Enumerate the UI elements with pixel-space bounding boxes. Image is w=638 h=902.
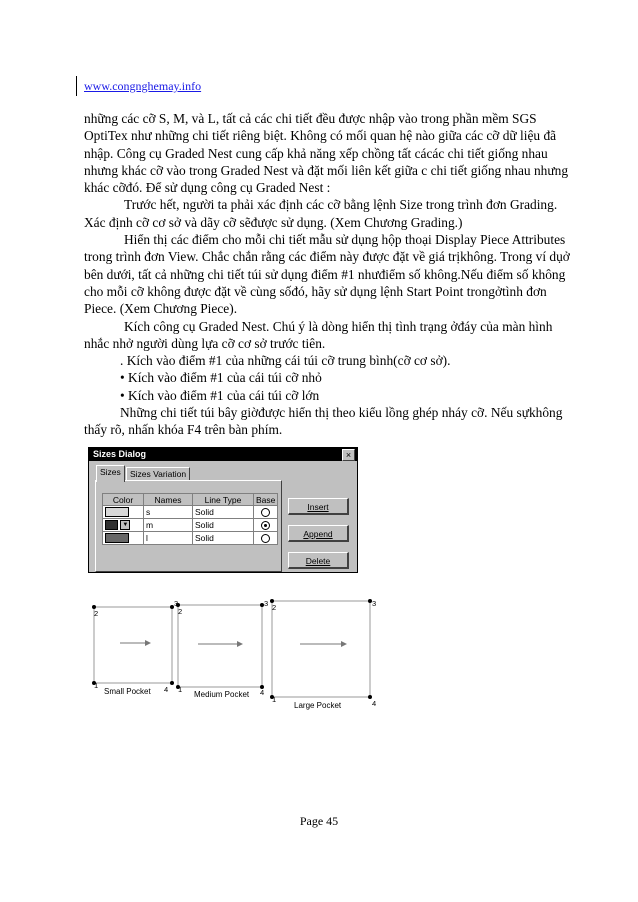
close-icon[interactable]: ×	[342, 449, 355, 461]
line-type[interactable]: Solid	[193, 532, 254, 545]
table-row[interactable]	[103, 506, 278, 519]
color-cell[interactable]	[103, 519, 144, 532]
paragraph-intro: những các cỡ S, M, và L, tất cả các chi tiết đều được nhập vào trong phần mềm SGS OptiTex như những chi tiết riêng biệt. Không có mối quan hệ nào giữa các cỡ dữ liệu đã nhập. Công cụ Graded Nest cung cấp khả năng xếp chồng tất cácác chi tiết giống nhau nhưng khác cỡ vào trong Graded Nest và đặt mối liên kết giữa c chi tiết giống nhau nhưng khác cỡđó. Để sử dụng công cụ Graded Nest :	[84, 111, 569, 196]
large-pocket-label: Large Pocket	[294, 701, 342, 710]
column-base: Base	[254, 494, 278, 506]
chevron-down-icon[interactable]: ▼	[120, 520, 130, 530]
body-text	[84, 110, 576, 439]
tab-sizes[interactable]: Sizes	[96, 465, 125, 482]
medium-pocket	[176, 603, 264, 689]
point-number: 2	[272, 603, 277, 612]
size-name[interactable]: m	[144, 519, 193, 532]
color-swatch[interactable]	[105, 520, 118, 530]
paragraph-result: Những chi tiết túi bây giờđược hiển thị theo kiểu lồng ghép nháy cỡ. Nếu sựkhông thấy rõ, nhấn khóa F4 trên bàn phím.	[84, 405, 563, 438]
column-color: Color	[103, 494, 144, 506]
base-radio[interactable]	[261, 534, 270, 543]
pocket-figure	[80, 595, 400, 715]
base-radio[interactable]	[261, 521, 270, 530]
column-line-type: Line Type	[193, 494, 254, 506]
sizes-dialog	[88, 447, 358, 573]
base-radio[interactable]	[261, 508, 270, 517]
paragraph-define-sizes: Trước hết, người ta phải xác định các cỡ bằng lệnh Size trong trình đơn Grading. Xác định cỡ cơ sở và dãy cỡ sẽđược sử dụng. (Xem Chương Grading.)	[84, 197, 558, 230]
line-type[interactable]: Solid	[193, 506, 254, 519]
line-type[interactable]: Solid	[193, 519, 254, 532]
paragraph-graded-nest-tool: Kích công cụ Graded Nest. Chú ý là dòng hiển thị tình trạng ởđáy của màn hình nhắc nhở người dùng lựa cỡ cơ sở trước tiên.	[84, 318, 553, 351]
sizes-table	[102, 493, 278, 545]
table-row[interactable]	[103, 519, 278, 532]
color-cell[interactable]	[103, 532, 144, 545]
small-pocket-label: Small Pocket	[104, 687, 151, 696]
website-link[interactable]: www.congnghemay.info	[84, 79, 202, 93]
dialog-title: Sizes Dialog	[89, 448, 357, 461]
point-number: 3	[372, 599, 377, 608]
paragraph-display-points: Hiển thị các điểm cho mỗi chi tiết mẫu sử dụng hộp thoại Display Piece Attributes trong trình đơn View. Chắc chắn rằng các điểm này được đặt về giá trịkhông. Trong ví dụở bên dưới, tất cả những chi tiết túi sử dụng điểm #1 nhưđiểm số không.Nếu điểm số không cho mỗi cỡ không được đặt về cùng sốđó, hãy sử dụng lệnh Start Point trongởtình đơn Piece. (Xem Chương Piece).	[84, 232, 570, 317]
point-number: 4	[260, 688, 265, 697]
color-swatch[interactable]	[105, 507, 129, 517]
point-number: 2	[178, 607, 183, 616]
size-name[interactable]: l	[144, 532, 193, 545]
point-number: 1	[272, 695, 277, 704]
table-row[interactable]	[103, 532, 278, 545]
header-rule	[76, 76, 77, 96]
point-number: 1	[178, 685, 183, 694]
page-number: Page 45	[299, 814, 339, 828]
base-cell[interactable]	[254, 506, 278, 519]
size-name[interactable]: s	[144, 506, 193, 519]
medium-pocket-label: Medium Pocket	[194, 690, 250, 699]
small-pocket	[92, 605, 174, 685]
large-pocket	[270, 599, 372, 699]
color-swatch[interactable]	[105, 533, 129, 543]
point-number: 2	[94, 609, 99, 618]
step-large: • Kích vào điểm #1 của cái túi cỡ lớn	[120, 387, 320, 403]
point-number: 3	[174, 599, 179, 608]
base-cell[interactable]	[254, 532, 278, 545]
step-medium: . Kích vào điểm #1 của những cái túi cỡ trung bình(cỡ cơ sở).	[120, 353, 451, 369]
sizes-panel	[95, 480, 282, 572]
point-number: 4	[372, 699, 377, 708]
color-cell[interactable]	[103, 506, 144, 519]
insert-button[interactable]: Insert	[288, 498, 349, 515]
point-number: 4	[164, 685, 169, 694]
point-number: 1	[94, 681, 99, 690]
tab-sizes-variation[interactable]: Sizes Variation	[126, 467, 190, 481]
base-cell[interactable]	[254, 519, 278, 532]
delete-button[interactable]: Delete	[288, 552, 349, 569]
append-button[interactable]: Append	[288, 525, 349, 542]
step-small: • Kích vào điểm #1 của cái túi cỡ nhỏ	[120, 370, 322, 386]
point-number: 3	[264, 599, 269, 608]
column-names: Names	[144, 494, 193, 506]
